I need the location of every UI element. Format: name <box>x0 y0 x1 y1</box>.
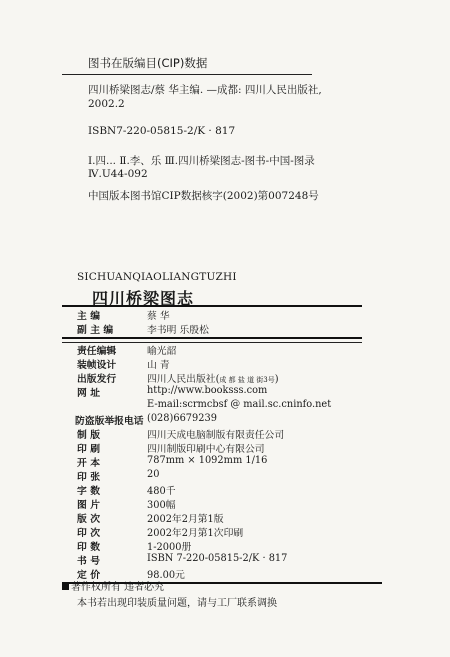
quality-notice: 本书若出现印装质量问题，请与工厂联系调换 <box>77 598 277 609</box>
printed-sheets-value: 20 <box>147 469 160 480</box>
publisher-address: 成 都 盐 道 街3号 <box>219 376 275 384</box>
format-value: 787mm × 1092mm 1/16 <box>147 455 268 466</box>
anti-piracy-hotline-label: 防盗版举报电话 <box>75 416 144 427</box>
responsible-editor-value: 喻光韶 <box>147 346 177 357</box>
book-number-label: 书 号 <box>77 556 101 567</box>
book-title-pinyin: SICHUANQIAOLIANGTUZHI <box>77 271 237 283</box>
impression-value: 2002年2月第1次印刷 <box>147 528 244 539</box>
format-label: 开 本 <box>77 458 101 469</box>
publisher-value <box>147 371 279 385</box>
editor-label: 主 编 <box>77 311 101 322</box>
cip-top-rule <box>62 74 312 75</box>
price-value: 98.00元 <box>147 570 185 581</box>
plate-making-value: 四川天成电脑制版有限责任公司 <box>147 430 285 441</box>
plate-making-label: 制 版 <box>77 430 101 441</box>
word-count-label: 字 数 <box>77 486 101 497</box>
anti-piracy-hotline-value: (028)6679239 <box>147 413 217 424</box>
book-title: 四川桥梁图志 <box>92 289 195 308</box>
editor-value: 蔡 华 <box>147 311 170 322</box>
printing-value: 四川制版印刷中心有限公司 <box>147 444 265 455</box>
deputy-editor-label: 副 主 编 <box>77 325 114 336</box>
website-label: 网 址 <box>77 388 101 399</box>
title-rule <box>62 305 362 307</box>
rights-notice <box>62 578 164 593</box>
cip-isbn: ISBN7-220-05815-2/K · 817 <box>88 125 236 137</box>
publisher-name: 四川人民出版社( <box>147 374 220 385</box>
cip-subjects-line-2: Ⅳ.U44-092 <box>88 168 148 180</box>
cip-subjects-line-1: Ⅰ.四... Ⅱ.李、乐 Ⅲ.四川桥梁图志-图书-中国-图录 <box>88 155 315 167</box>
book-number-value: ISBN 7-220-05815-2/K · 817 <box>147 553 288 564</box>
pictures-label: 图 片 <box>77 500 101 511</box>
printing-label: 印 刷 <box>77 444 101 455</box>
editors-rule <box>62 337 362 339</box>
print-run-value: 1-2000册 <box>147 542 192 553</box>
price-label: 定 价 <box>77 570 101 581</box>
rights-text: 著作权所有 违者必究 <box>71 582 165 593</box>
email-value: E-mail:scrmcbsf @ mail.sc.cninfo.net <box>147 399 332 410</box>
print-run-label: 印 数 <box>77 542 101 553</box>
responsible-editor-label: 责任编辑 <box>77 346 117 357</box>
cover-design-value: 山 青 <box>147 360 170 371</box>
cover-design-label: 装帧设计 <box>77 360 117 371</box>
cip-heading: 图书在版编目(CIP)数据 <box>88 56 208 70</box>
cip-record-line-1: 四川桥梁图志/蔡 华主编. —成都: 四川人民出版社, <box>88 84 322 96</box>
edition-value: 2002年2月第1版 <box>147 514 224 525</box>
website-value: http://www.booksss.com <box>147 385 268 396</box>
publisher-label: 出版发行 <box>77 374 117 385</box>
edition-label: 版 次 <box>77 514 101 525</box>
printed-sheets-label: 印 张 <box>77 472 101 483</box>
cip-record-line-2: 2002.2 <box>88 98 125 110</box>
word-count-value: 480千 <box>147 486 176 497</box>
pictures-value: 300幅 <box>147 500 176 511</box>
publisher-address-close: ) <box>274 374 279 385</box>
square-bullet-icon <box>62 583 69 590</box>
impression-label: 印 次 <box>77 528 101 539</box>
deputy-editor-value: 李书明 乐殷松 <box>147 325 209 336</box>
cip-verification-number: 中国版本图书馆CIP数据核字(2002)第007248号 <box>88 190 319 202</box>
